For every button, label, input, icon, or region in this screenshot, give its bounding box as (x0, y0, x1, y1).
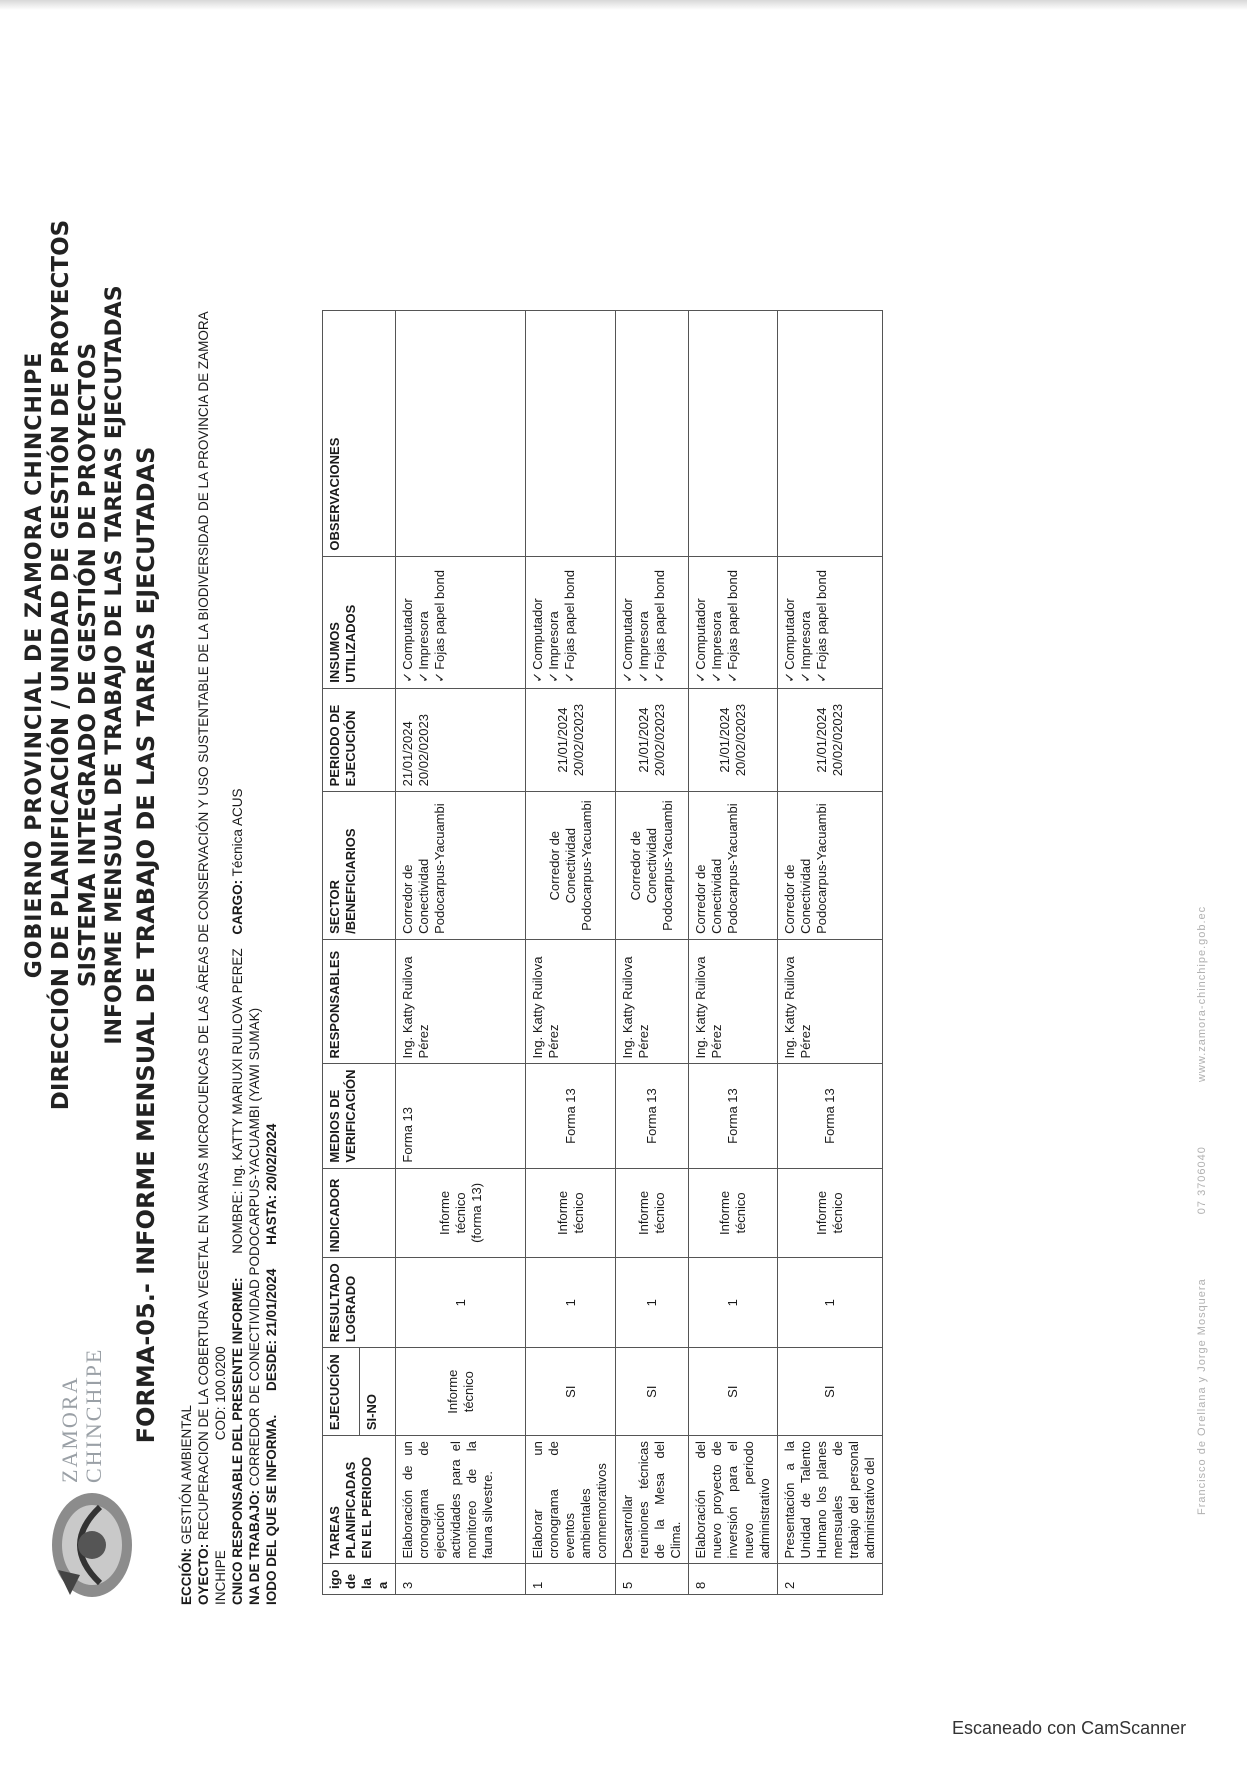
cell-sector: Corredor de Conectividad Podocarpus-Yacuambi (616, 792, 689, 940)
logo-wordmark (58, 1333, 106, 1483)
info-periodo: IODO DEL QUE SE INFORMA. DESDE: 21/01/2024 HASTA: 20/02/2024 (264, 1123, 279, 1605)
header-direction: DIRECCIÓN DE PLANIFICACIÓN / UNIDAD DE GESTIÓN DE PROYECTOS (48, 219, 74, 1111)
cell-periodo: 21/01/2024 20/02/02023 (689, 688, 778, 792)
cell-tarea: Presentación a la Unidad de Talento Humano los planes mensuales de trabajo del personal administrativo del (778, 1436, 883, 1564)
insumo-item: ✓ Fojas papel bond (725, 562, 741, 683)
cell-resultado: 1 (396, 1258, 526, 1348)
insumo-item: ✓ Impresora (636, 562, 652, 683)
header-sector: SECTOR /BENEFICIARIOS (323, 792, 396, 940)
header-codigo: igo de la a (323, 1564, 396, 1595)
report-info (178, 45, 280, 1605)
cell-insumos (396, 556, 526, 688)
header-indicador: INDICADOR (323, 1168, 396, 1258)
table-row (689, 311, 778, 1595)
cell-tarea: Elaboración del nuevo proyecto de inversión para el nuevo periodo administrativo (689, 1436, 778, 1564)
insumo-item: ✓ Impresora (546, 562, 562, 683)
cell-periodo: 21/01/2024 20/02/02023 (616, 688, 689, 792)
info-proyecto-cont: INCHIPECOD: 100.0200 (213, 1346, 228, 1605)
cell-responsable: Ing. Katty Ruilova Pérez (616, 939, 689, 1064)
cell-observaciones (616, 311, 689, 557)
cell-sector: Corredor de Conectividad Podocarpus-Yacuambi (689, 792, 778, 940)
header-observaciones: OBSERVACIONES (323, 311, 396, 557)
insumo-item: ✓ Computador (400, 562, 416, 683)
cell-medios: Forma 13 (396, 1064, 526, 1168)
table-header-row (323, 311, 360, 1595)
cell-medios: Forma 13 (778, 1064, 883, 1168)
info-zona: NA DE TRABAJO: CORREDOR DE CONECTIVIDAD PODOCARPUS-YACUAMBI (YAWI SUMAK) (247, 1007, 262, 1605)
form-title: FORMA-05.- INFORME MENSUAL DE TRABAJO DE LAS TAREAS EJECUTADAS (132, 446, 160, 1444)
cell-responsable: Ing. Katty Ruilova Pérez (778, 939, 883, 1064)
insumo-item: ✓ Fojas papel bond (652, 562, 668, 683)
cell-sino: SI (616, 1348, 689, 1436)
insumo-item: ✓ Computador (782, 562, 798, 683)
cell-responsable: Ing. Katty Ruilova Pérez (526, 939, 616, 1064)
cell-sector: Corredor de Conectividad Podocarpus-Yacuambi (396, 792, 526, 940)
insumo-item: ✓ Impresora (416, 562, 432, 683)
cell-tarea: Elaborar un cronograma de eventos ambientales conmemorativos (526, 1436, 616, 1564)
cell-indicador: Informe técnico (778, 1168, 883, 1258)
table-row (616, 311, 689, 1595)
header-tareas: TAREAS PLANIFICADAS EN EL PERIODO (323, 1436, 396, 1564)
insumo-item: ✓ Impresora (798, 562, 814, 683)
insumo-item: ✓ Computador (620, 562, 636, 683)
provincial-seal-logo (40, 1485, 140, 1605)
tasks-table (322, 310, 883, 1595)
camscanner-watermark: Escaneado con CamScanner (952, 1718, 1187, 1738)
cell-periodo: 21/01/2024 20/02/02023 (396, 688, 526, 792)
info-proyecto: OYECTO: RECUPERACION DE LA COBERTURA VEGETAL EN VARIAS MICROCUENCAS DE LAS ÁREAS DE CONSERVACIÓN Y USO SUSTENTABLE DE LA BIODIVERSIDAD DE LA PROVINCIA DE ZAMORA (196, 311, 211, 1605)
insumo-item: ✓ Impresora (709, 562, 725, 683)
footer-web: www.zamora-chinchipe.gob.ec (1196, 905, 1208, 1083)
footer-phone: 07 3706040 (1196, 1146, 1208, 1215)
cell-observaciones (778, 311, 883, 557)
cell-medios: Forma 13 (526, 1064, 616, 1168)
cell-observaciones (396, 311, 526, 557)
cell-insumos (526, 556, 616, 688)
cell-sector: Corredor de Conectividad Podocarpus-Yacuambi (778, 792, 883, 940)
cell-medios: Forma 13 (689, 1064, 778, 1168)
cell-indicador: Informe técnico (526, 1168, 616, 1258)
cell-resultado: 1 (526, 1258, 616, 1348)
cell-insumos (689, 556, 778, 688)
header-periodo: PERIODO DE EJECUCIÓN (323, 688, 396, 792)
cell-code: 3 (396, 1564, 526, 1595)
cell-code: 8 (689, 1564, 778, 1595)
table-row (526, 311, 616, 1595)
table-row (396, 311, 526, 1595)
logo-text-2: CHINCHIPE (81, 1347, 106, 1483)
insumo-item: ✓ Fojas papel bond (814, 562, 830, 683)
insumo-item: ✓ Computador (693, 562, 709, 683)
header-system: SISTEMA INTEGRADO DE GESTIÓN DE PROYECTOS (75, 342, 101, 988)
table-row (778, 311, 883, 1595)
cell-code: 5 (616, 1564, 689, 1595)
info-direccion: ECCIÓN: GESTIÓN AMBIENTAL (179, 1404, 194, 1605)
cell-responsable: Ing. Katty Ruilova Pérez (396, 939, 526, 1064)
cell-sino: Informe técnico (396, 1348, 526, 1436)
cell-periodo: 21/01/2024 20/02/02023 (526, 688, 616, 792)
cell-insumos (778, 556, 883, 688)
cell-observaciones (689, 311, 778, 557)
header-insumos: INSUMOS UTILIZADOS (323, 556, 396, 688)
cell-insumos (616, 556, 689, 688)
cell-responsable: Ing. Katty Ruilova Pérez (689, 939, 778, 1064)
cell-sino: SI (778, 1348, 883, 1436)
header-medios: MEDIOS DE VERIFICACIÓN (323, 1064, 396, 1168)
cell-indicador: Informe técnico (616, 1168, 689, 1258)
cell-observaciones (526, 311, 616, 557)
cell-tarea: Elaboración de un cronograma de ejecución actividades para el monitoreo de la fauna silvestre. (396, 1436, 526, 1564)
header-responsables: RESPONSABLES (323, 939, 396, 1064)
header-report: INFORME MENSUAL DE TRABAJO DE LAS TAREAS EJECUTADAS (102, 285, 127, 1045)
cell-sector: Corredor de Conectividad Podocarpus-Yacuambi (526, 792, 616, 940)
insumo-item: ✓ Fojas papel bond (562, 562, 578, 683)
cell-resultado: 1 (778, 1258, 883, 1348)
header-resultado: RESULTADO LOGRADO (323, 1258, 396, 1348)
cell-resultado: 1 (616, 1258, 689, 1348)
insumo-item: ✓ Computador (530, 562, 546, 683)
cell-indicador: Informe técnico (forma 13) (396, 1168, 526, 1258)
header-sino: SI-NO (359, 1348, 396, 1436)
page-footer (1196, 15, 1208, 1515)
footer-address: Francisco de Orellana y Jorge Mosquera (1196, 1278, 1208, 1515)
cell-sino: SI (526, 1348, 616, 1436)
info-tecnico: CNICO RESPONSABLE DEL PRESENTE INFORME: NOMBRE: Ing. KATTY MARIUXI RUILOVA PEREZ CARGO: Técnica ACUS (230, 788, 245, 1605)
header-government: GOBIERNO PROVINCIAL DE ZAMORA CHINCHIPE (22, 351, 47, 979)
cell-resultado: 1 (689, 1258, 778, 1348)
cell-indicador: Informe técnico (689, 1168, 778, 1258)
header-ejecucion: EJECUCIÓN (323, 1348, 360, 1436)
cell-sino: SI (689, 1348, 778, 1436)
cell-medios: Forma 13 (616, 1064, 689, 1168)
logo-text-1: ZAMORA (57, 1375, 82, 1483)
cell-periodo: 21/01/2024 20/02/02023 (778, 688, 883, 792)
cell-code: 2 (778, 1564, 883, 1595)
cell-code: 1 (526, 1564, 616, 1595)
cell-tarea: Desarrollar reuniones técnicas de la Mesa del Clima. (616, 1436, 689, 1564)
insumo-item: ✓ Fojas papel bond (432, 562, 448, 683)
